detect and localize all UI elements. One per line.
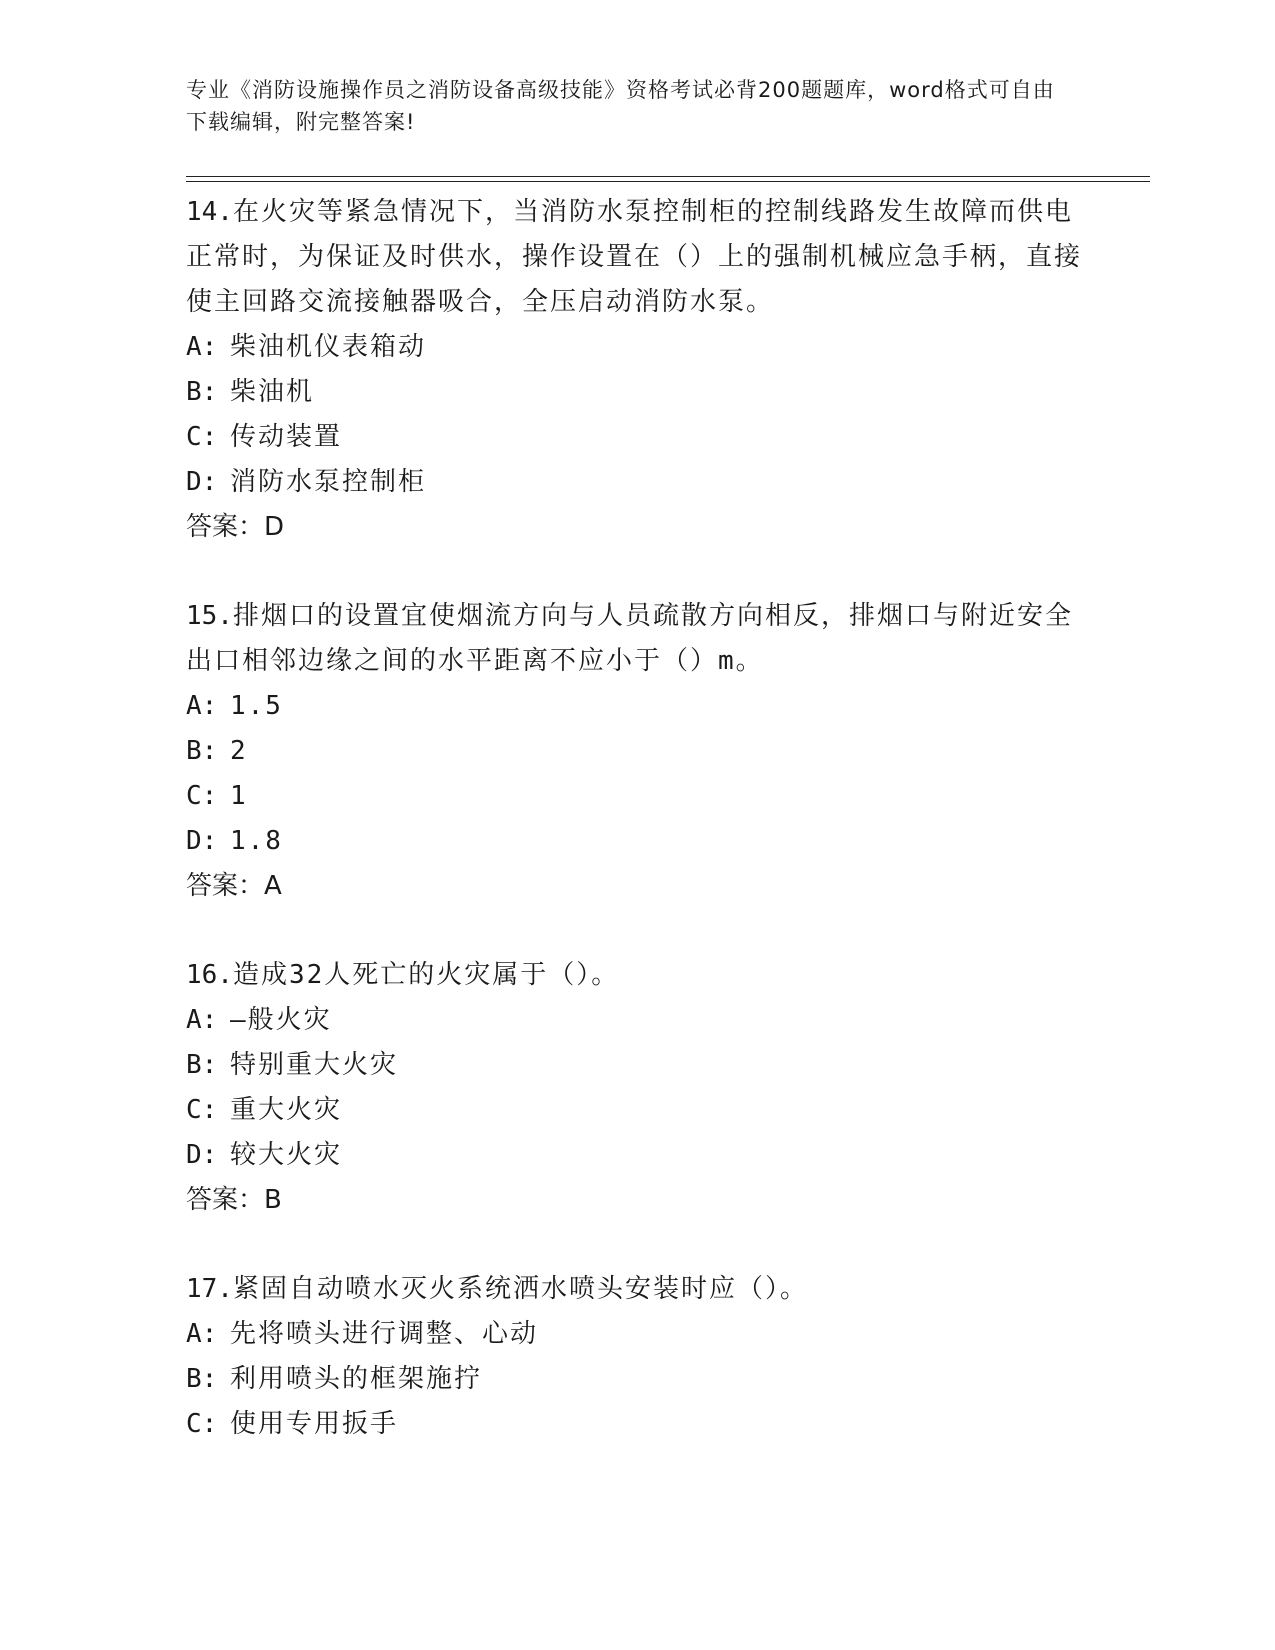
header-divider-bottom bbox=[186, 181, 1150, 182]
question-number: 17. bbox=[186, 1274, 233, 1304]
option-b bbox=[186, 729, 1086, 774]
answer-line: 答案：A bbox=[186, 871, 282, 901]
answer-line: 答案：D bbox=[186, 512, 285, 542]
option-b bbox=[186, 1357, 1086, 1402]
option-c bbox=[186, 415, 1086, 460]
question-number: 16. bbox=[186, 960, 233, 990]
question-14 bbox=[186, 190, 1086, 550]
option-c bbox=[186, 1402, 1086, 1447]
option-text: 特别重大火灾 bbox=[230, 1050, 399, 1080]
option-letter: D: bbox=[186, 826, 218, 856]
option-text: 较大火灾 bbox=[230, 1140, 343, 1170]
option-d bbox=[186, 460, 1086, 505]
option-text: —般火灾 bbox=[230, 1005, 332, 1035]
question-text: 排烟口的设置宜使烟流方向与人员疏散方向相反，排烟口与附近安全出口相邻边缘之间的水平距离不应小于（）m。 bbox=[186, 601, 1073, 676]
question-text: 在火灾等紧急情况下，当消防水泵控制柜的控制线路发生故障而供电正常时，为保证及时供水，操作设置在（）上的强制机械应急手柄，直接使主回路交流接触器吸合，全压启动消防水泵。 bbox=[186, 197, 1083, 317]
option-letter: C: bbox=[186, 422, 218, 452]
question-17 bbox=[186, 1267, 1086, 1447]
option-letter: C: bbox=[186, 1409, 218, 1439]
document-header-intro: 专业《消防设施操作员之消防设备高级技能》资格考试必背200题题库，word格式可自由下载编辑，附完整答案! bbox=[186, 78, 1055, 134]
question-list bbox=[186, 190, 1086, 1491]
option-text: 先将喷头进行调整、心动 bbox=[230, 1319, 539, 1349]
option-a bbox=[186, 684, 1086, 729]
question-stem bbox=[186, 190, 1086, 325]
option-d bbox=[186, 819, 1086, 864]
option-text: 2 bbox=[230, 736, 248, 766]
option-text: 传动装置 bbox=[230, 422, 343, 452]
option-a bbox=[186, 998, 1086, 1043]
question-number: 14. bbox=[186, 197, 233, 227]
option-b bbox=[186, 370, 1086, 415]
header-divider-top bbox=[186, 176, 1150, 177]
option-a bbox=[186, 1312, 1086, 1357]
option-letter: D: bbox=[186, 467, 218, 497]
question-stem bbox=[186, 953, 1086, 998]
option-text: 1.5 bbox=[230, 691, 283, 721]
option-letter: D: bbox=[186, 1140, 218, 1170]
option-letter: A: bbox=[186, 691, 218, 721]
option-letter: A: bbox=[186, 1319, 218, 1349]
option-letter: B: bbox=[186, 736, 218, 766]
option-d bbox=[186, 1133, 1086, 1178]
option-c bbox=[186, 774, 1086, 819]
question-text: 紧固自动喷水灭火系统洒水喷头安装时应（）。 bbox=[232, 1274, 808, 1304]
option-text: 消防水泵控制柜 bbox=[230, 467, 427, 497]
option-text: 1 bbox=[230, 781, 248, 811]
question-number: 15. bbox=[186, 601, 233, 631]
option-text: 使用专用扳手 bbox=[230, 1409, 399, 1439]
question-stem bbox=[186, 594, 1086, 684]
option-letter: B: bbox=[186, 1050, 218, 1080]
option-letter: C: bbox=[186, 1095, 218, 1125]
option-c bbox=[186, 1088, 1086, 1133]
option-letter: A: bbox=[186, 332, 218, 362]
question-15 bbox=[186, 594, 1086, 909]
question-stem bbox=[186, 1267, 1086, 1312]
option-letter: A: bbox=[186, 1005, 218, 1035]
answer-line: 答案：B bbox=[186, 1185, 282, 1215]
option-letter: B: bbox=[186, 1364, 218, 1394]
option-letter: C: bbox=[186, 781, 218, 811]
option-text: 柴油机仪表箱动 bbox=[230, 332, 427, 362]
option-letter: B: bbox=[186, 377, 218, 407]
option-text: 利用喷头的框架施拧 bbox=[230, 1364, 483, 1394]
option-a bbox=[186, 325, 1086, 370]
option-b bbox=[186, 1043, 1086, 1088]
question-16 bbox=[186, 953, 1086, 1223]
option-text: 重大火灾 bbox=[230, 1095, 343, 1125]
option-text: 柴油机 bbox=[230, 377, 315, 407]
option-text: 1.8 bbox=[230, 826, 283, 856]
question-text: 造成32人死亡的火灾属于（）。 bbox=[232, 960, 620, 990]
